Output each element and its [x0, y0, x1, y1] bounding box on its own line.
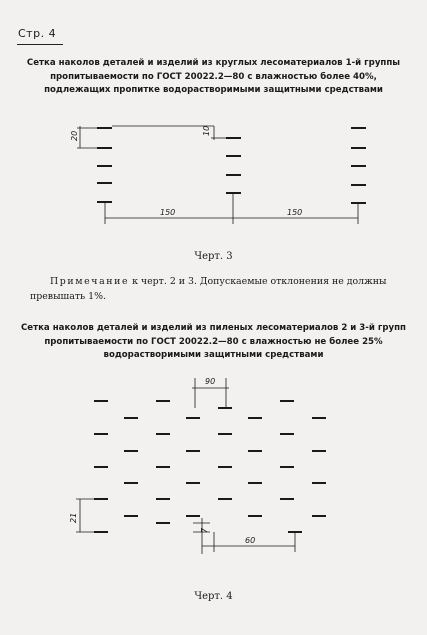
figure-4-caption: Черт. 4	[194, 591, 233, 602]
figure-4-marks	[94, 401, 326, 532]
figure-4-dimension-lines	[76, 378, 295, 554]
fig4-dim-vertical-small: 7	[200, 527, 209, 533]
section2-heading	[20, 322, 407, 363]
figure-3-caption: Черт. 3	[194, 251, 233, 262]
note-paragraph	[30, 274, 402, 304]
fig4-dim-horizontal-bottom: 60	[245, 536, 256, 545]
section1-heading-line-2: пропитываемости по ГОСТ 20022.2—80 с влажностью более 40%,	[50, 71, 377, 82]
section2-heading-line-1: Сетка наколов деталей и изделий из пиленых лесоматериалов 2 и 3-й групп	[20, 323, 406, 333]
fig3-dim-vertical-left: 20	[70, 130, 79, 141]
fig3-dim-horizontal-left: 150	[160, 208, 176, 217]
note-label: Примечание	[50, 276, 130, 287]
fig3-dim-horizontal-right: 150	[287, 208, 303, 217]
fig4-dim-vertical-left: 21	[69, 512, 78, 523]
figure-3-dimension-lines	[77, 126, 358, 224]
fig3-dim-vertical-gap: 10	[202, 125, 211, 136]
section1-heading-line-3: подлежащих пропитке водорастворимыми защитными средствами	[44, 85, 383, 95]
section1-heading-line-1: Сетка наколов деталей и изделий из круглых лесоматериалов 1-й группы	[26, 58, 401, 68]
figure-3-marks	[97, 125, 366, 203]
fig4-dim-horizontal-top: 90	[205, 377, 216, 386]
note-text: к черт. 2 и 3. Допускаемые отклонения не должны превышать 1%.	[30, 276, 387, 302]
section2-heading-line-3: водорастворимыми защитными средствами	[103, 350, 324, 360]
page-number: Стр. 4	[18, 27, 57, 40]
section2-heading-line-2: пропитываемости по ГОСТ 20022.2—80 с влажностью не более 25%	[44, 336, 383, 347]
